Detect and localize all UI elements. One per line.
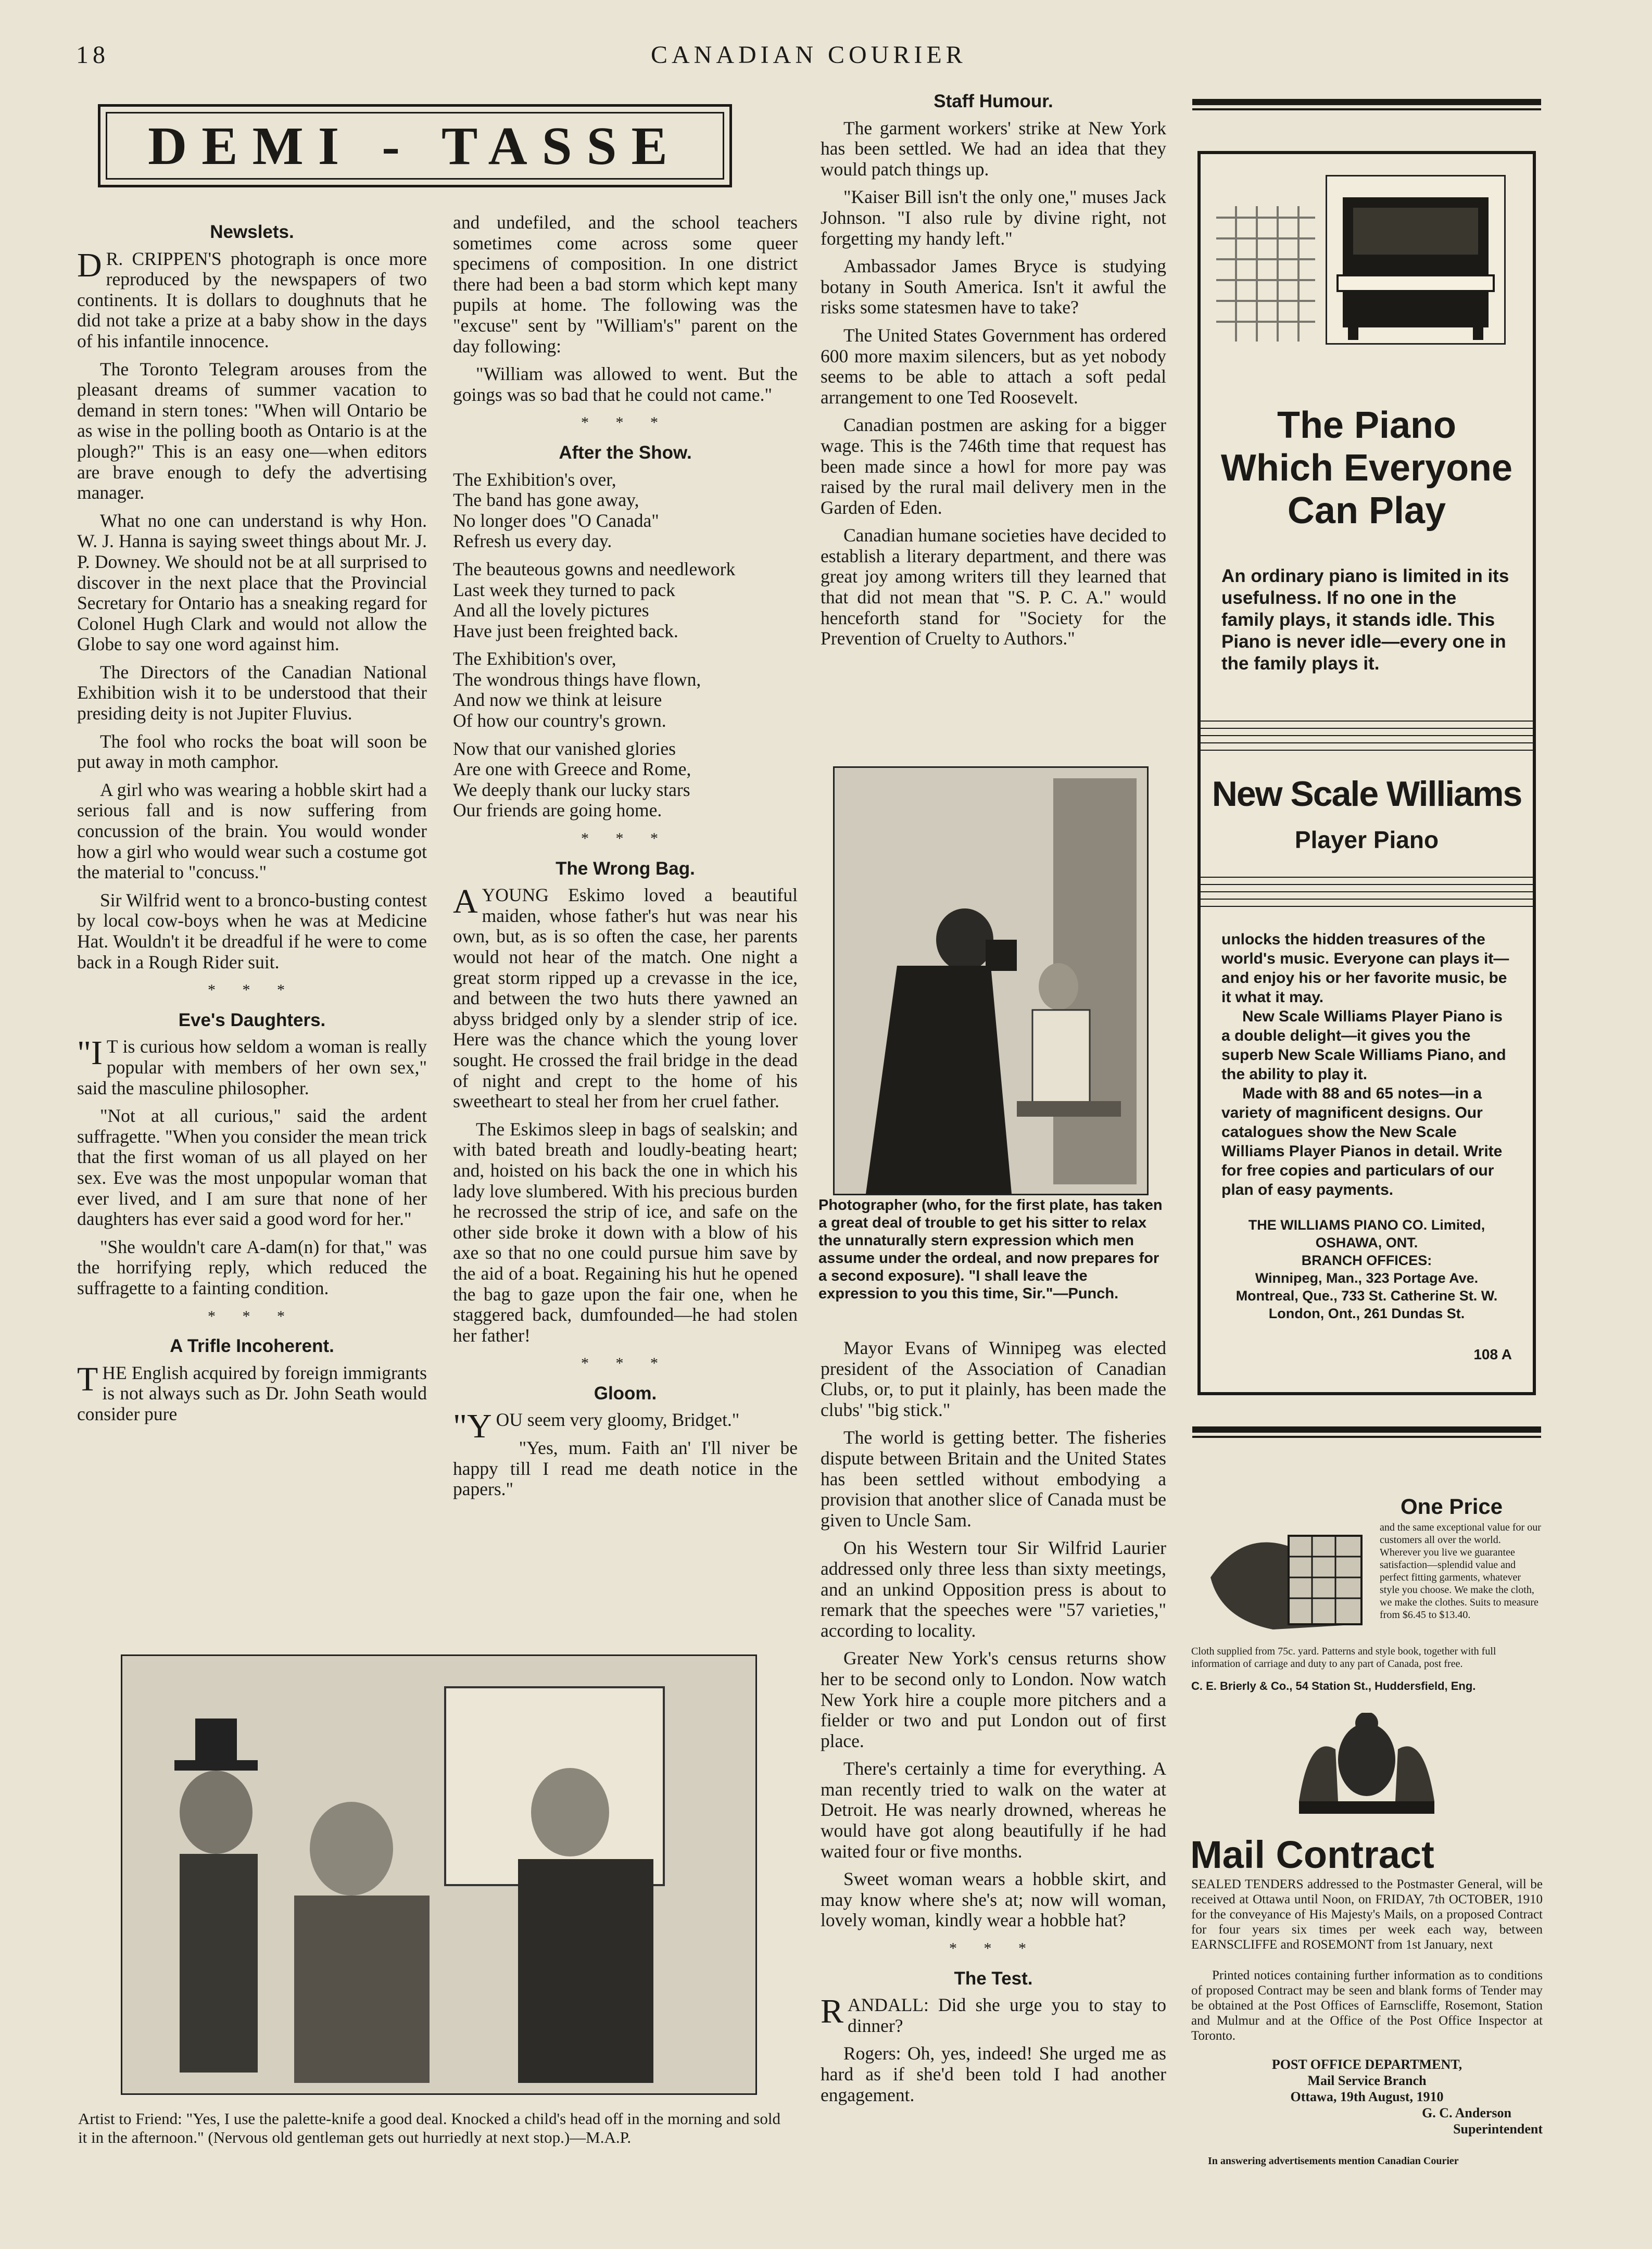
paragraph: RANDALL: Did she urge you to stay to dinner? (821, 1992, 1166, 2036)
poem-stanza: The beauteous gowns and needlework Last week they turned to pack And all the lovely pictures Have just been freighted back. (453, 558, 736, 641)
paragraph: "William was allowed to went. But the goings was so bad that he could not came." (453, 363, 798, 405)
paragraph: Ambassador James Bryce is studying botany in South America. Isn't it awful the risks some statesmen have to take? (821, 256, 1166, 318)
after-show-heading: After the Show. (559, 442, 692, 463)
paragraph: and undefiled, and the school teachers sometimes come across some queer specimens of composition. In one district there had been a bad storm which kept many pupils at home. The following was the "excuse" sent by "William's" parent on the day following: (453, 212, 798, 357)
gloom-heading: Gloom. (594, 1383, 657, 1404)
paragraph: "She wouldn't care A-dam(n) for that," was the horrifying reply, which reduced the suffragette to a fainting condition. (77, 1236, 427, 1298)
paragraph: A girl who was wearing a hobble skirt had a serious fall and is now suffering from concussion of the brain. You would wonder how a girl who would wear such a costume got the material to "concuss." (77, 779, 427, 883)
piano-brand: New Scale Williams (1212, 774, 1522, 814)
paragraph: The United States Government has ordered 600 more maxim silencers, but as yet nobody seems to be able to attach a soft pedal arrangement to one Ted Roosevelt. (821, 324, 1166, 408)
piano-subtitle: Player Piano (1294, 826, 1439, 853)
piano-advertisement (1197, 151, 1536, 1395)
column-3-continued (821, 1338, 1166, 2113)
column-1 (77, 212, 427, 1432)
cloth-icon (1200, 1499, 1372, 1635)
column-2 (453, 212, 798, 1507)
paragraph: Rogers: Oh, yes, indeed! She urged me as hard as if she'd been told I had another engagement. (821, 2043, 1166, 2105)
mail-contract-signature: POST OFFICE DEPARTMENT, Mail Service Branch Ottawa, 19th August, 1910 G. C. Anderson Superintendent (1271, 2057, 1543, 2137)
cartoon-illustration (121, 1654, 757, 2095)
one-price-title: One Price (1401, 1494, 1503, 1519)
paragraph: "Kaiser Bill isn't the only one," muses Jack Johnson. "I also rule by divine right, not forgetting my handy left." (821, 186, 1166, 249)
ad-rule-top-thin (1192, 108, 1541, 110)
ad-rule-bottom-thin (1192, 1436, 1541, 1438)
section-divider: * * * (581, 414, 670, 432)
coat-of-arms-icon (1278, 1713, 1455, 1822)
column-3 (821, 91, 1166, 656)
paragraph: The Toronto Telegram arouses from the pleasant dreams of summer vacation to demand in stern tones: "When will Ontario be as wise in the polling booth as Ontario is at the plough?" This is an easy one—when editors are brave enough to defy the advertising manager. (77, 358, 427, 503)
poem-stanza: Now that our vanished glories Are one with Greece and Rome, We deeply thank our lucky stars Our friends are going home. (453, 738, 691, 821)
page-number: 18 (76, 41, 109, 69)
paragraph: On his Western tour Sir Wilfrid Laurier addressed only three less than sixty meetings, and an unkind Opposition press is about to remark that the speeches were "57 varieties," according to locality. (821, 1537, 1166, 1641)
cartoon-caption: Artist to Friend: "Yes, I use the palette-knife a good deal. Knocked a child's head off in the morning and sold it in the afternoon." (Nervous old gentleman gets out hurriedly at next stop.)—M.A.P. (78, 2109, 780, 2146)
section-title-box (98, 104, 732, 187)
mail-contract-title: Mail Contract (1190, 1833, 1434, 1876)
drop-cap: A (453, 882, 478, 921)
paragraph: The Directors of the Canadian National Exhibition wish it to be understood that their presiding deity is not Jupiter Fluvius. (77, 661, 427, 724)
paragraph: "I T is curious how seldom a woman is really popular with members of her own sex," said the masculine philosopher. (77, 1034, 427, 1098)
paragraph: What no one can understand is why Hon. W. J. Hanna is saying sweet things about Mr. J. P. Downey. We should not be at all surprised to discover in the next place that the Provincial Secretary for Ontario has a sneaking regard for Colonel Hugh Clark and would not allow the Globe to say one word against him. (77, 510, 427, 655)
royal-coat-of-arms (1278, 1713, 1455, 1822)
piano-image (1326, 175, 1506, 345)
paragraph: There's certainly a time for everything. A man recently tried to walk on the water at Detroit. He was nearly drowned, whereas he would have got along beautifully if he had waited four or five months. (821, 1758, 1166, 1862)
ads-footer-note: In answering advertisements mention Canadian Courier (1208, 2155, 1459, 2167)
drop-cap: "I (77, 1034, 103, 1072)
section-divider: * * * (949, 1940, 1038, 1957)
ad-rule-bottom (1192, 1426, 1541, 1433)
one-price-address: C. E. Brierly & Co., 54 Station St., Huddersfield, Eng. (1191, 1679, 1476, 1692)
masthead: CANADIAN COURIER (651, 41, 967, 69)
piano-ad-code: 108 A (1473, 1346, 1512, 1362)
paragraph: AYOUNG Eskimo loved a beautiful maiden, whose father's hut was near his own, but, as is so often the case, her parents would not hear of the match. One night a great storm ripped up a crevasse in the ice, and between the two huts there yawned an abyss bridged only by a slender strip of ice. Here was the chance which the young lover sought. He crossed the frail bridge in the dead of night and crept to the home of his sweetheart to steal her from her cruel father. (453, 882, 798, 1112)
paragraph: The garment workers' strike at New York has been settled. We had an idea that they would patch things up. (821, 117, 1166, 180)
paragraph: The Eskimos sleep in bags of sealskin; and with bated breath and loudly-beating heart; and, hoisted on his back the one in which his lady love slumbered. With his precious burden he recrossed the strip of ice, and safe on the other side broke it down with a blow of his axe so that no one could pursue him save by the aid of a boat. Regaining his hut he opened the bag to gaze upon the fair one, when he staggered back, dumfounded—he had stolen her father! (453, 1118, 798, 1346)
section-divider: * * * (581, 830, 670, 848)
section-divider: * * * (208, 1307, 296, 1325)
piano-headline: The Piano Which Everyone Can Play (1220, 405, 1513, 532)
drop-cap: "Y (453, 1407, 492, 1446)
photographer-illustration (833, 766, 1149, 1195)
paragraph: "Yes, mum. Faith an' I'll niver be happy till I read me death notice in the papers." (453, 1437, 798, 1500)
photographer-caption: Photographer (who, for the first plate, has taken a great deal of trouble to get his sitter to relax the unnaturally stern expression which men assume under the ordeal, and now prepares for a second exposure). "I shall leave the expression to you this time, Sir."—Punch. (818, 1197, 1163, 1302)
drop-cap: R (821, 1992, 844, 2031)
section-divider: * * * (208, 981, 296, 999)
test-heading: The Test. (954, 1968, 1033, 1989)
drop-cap: D (77, 246, 102, 284)
eves-daughters-heading: Eve's Daughters. (178, 1009, 326, 1030)
mail-contract-body: SEALED TENDERS addressed to the Postmaster General, will be received at Ottawa until Noon, on FRIDAY, 7th OCTOBER, 1910 for the conveyance of His Majesty's Mails, on a proposed Contract for four years six times per week each way, between EARNSCLIFFE and ROSEMONT from 1st January, next (1191, 1877, 1543, 1952)
drop-cap: T (77, 1360, 98, 1398)
piano-body: unlocks the hidden treasures of the world's music. Everyone can plays it—and enjoy his or her favorite music, be it what it may. New Scale Williams Player Piano is a double delight—it gives you the superb New Scale Williams Piano, and the ability to play it. Made with 88 and 65 notes—in a variety of magnificent designs. Our catalogues show the New Scale Williams Player Pianos in detail. Write for free copies and particulars of our plan of easy payments. (1221, 931, 1509, 1198)
wrong-bag-heading: The Wrong Bag. (556, 858, 695, 879)
cartoon-drawing (122, 1656, 755, 2093)
paragraph: THE English acquired by foreign immigrants is not always such as Dr. John Seath would consider pure (77, 1360, 427, 1424)
paragraph: Greater New York's census returns show her to be second only to London. Now watch New York hire a couple more pitchers and a fielder or two and put London out of first place. (821, 1648, 1166, 1751)
one-price-body: and the same exceptional value for our customers all over the world. Wherever you live we guarantee satisfaction—splendid value and perfect fitting garments, whatever style you choose. We make the cloth, we make the clothes. Suits to measure from $6.45 to $13.40. (1380, 1522, 1541, 1621)
piano-icon (1327, 176, 1504, 343)
newslets-heading: Newslets. (210, 222, 294, 242)
paragraph: Sweet woman wears a hobble skirt, and may know where she's at; now will woman, lovely woman, kindly wear a hobble hat? (821, 1868, 1166, 1931)
paragraph: The world is getting better. The fisheries dispute between Britain and the United States has been settled without embodying a provision that another slice of Canada must be given to Uncle Sam. (821, 1427, 1166, 1531)
poem-stanza: The Exhibition's over, The band has gone away, No longer does "O Canada" Refresh us every day. (453, 469, 659, 552)
photographer-drawing (835, 768, 1147, 1194)
music-staff-1 (1201, 714, 1533, 751)
paragraph: "Not at all curious," said the ardent suffragette. "When you consider the mean trick that the first woman of us all played on her sex. Eve was the most unpopular woman that ever lived, and I am sure that none of her daughters has ever said a good word for her." (77, 1105, 427, 1230)
poem-stanza: The Exhibition's over, The wondrous things have flown, And now we think at leisure Of how our country's grown. (453, 648, 701, 731)
paragraph: D R. CRIPPEN'S photograph is once more reproduced by the newspapers of two continents. It is dollars to doughnuts that he did not take a prize at a baby show in the days of his infantile innocence. (77, 246, 427, 351)
paragraph: Canadian humane societies have decided to establish a literary department, and there was great joy among writers till they learned that that did not mean that "S. P. C. A." would henceforth stand for "Society for the Prevention of Cruelty to Authors." (821, 525, 1166, 649)
music-staff-2 (1201, 870, 1533, 907)
one-price-note: Cloth supplied from 75c. yard. Patterns and style book, together with full information of carriage and duty to any part of Canada, post free. (1191, 1646, 1496, 1670)
trifle-heading: A Trifle Incoherent. (170, 1336, 334, 1357)
paragraph: Canadian postmen are asking for a bigger wage. This is the 746th time that request has been made since a howl for more pay was raised by the rural mail delivery men in the Garden of Eden. (821, 414, 1166, 518)
paragraph: The fool who rocks the boat will soon be put away in moth camphor. (77, 730, 427, 773)
paragraph: "YOU seem very gloomy, Bridget." (453, 1407, 740, 1446)
clothing-image (1200, 1499, 1372, 1635)
mail-contract-notice: Printed notices containing further information as to conditions of proposed Contract may be seen and blank forms of Tender may be obtained at the Post Offices of Earnscliffe, Rosemont, Station and Mulmur and at the Office of the Post Office Inspector at Toronto. (1191, 1968, 1543, 2043)
ornament-grid (1216, 206, 1315, 342)
paragraph: Sir Wilfrid went to a bronco-busting contest by local cow-boys when he was at Medicine Hat. Wouldn't it be dreadful if he were to come back in a Rough Rider suit. (77, 889, 427, 972)
section-divider: * * * (581, 1355, 670, 1372)
ad-rule-top (1192, 99, 1541, 105)
section-title: DEMI - TASSE (148, 116, 682, 176)
staff-humour-heading: Staff Humour. (934, 91, 1053, 111)
piano-intro: An ordinary piano is limited in its usefulness. If no one in the family plays, it stands idle. This Piano is never idle—every one in the family plays it. (1221, 566, 1509, 674)
piano-company: THE WILLIAMS PIANO CO. Limited, OSHAWA, ONT. BRANCH OFFICES: Winnipeg, Man., 323 Portage Ave. Montreal, Que., 733 St. Catherine St. W. London, Ont., 261 Dundas St. (1235, 1217, 1498, 1321)
paragraph: Mayor Evans of Winnipeg was elected president of the Association of Canadian Clubs, or, to put it plainly, has been made the clubs' "big stick." (821, 1337, 1166, 1420)
